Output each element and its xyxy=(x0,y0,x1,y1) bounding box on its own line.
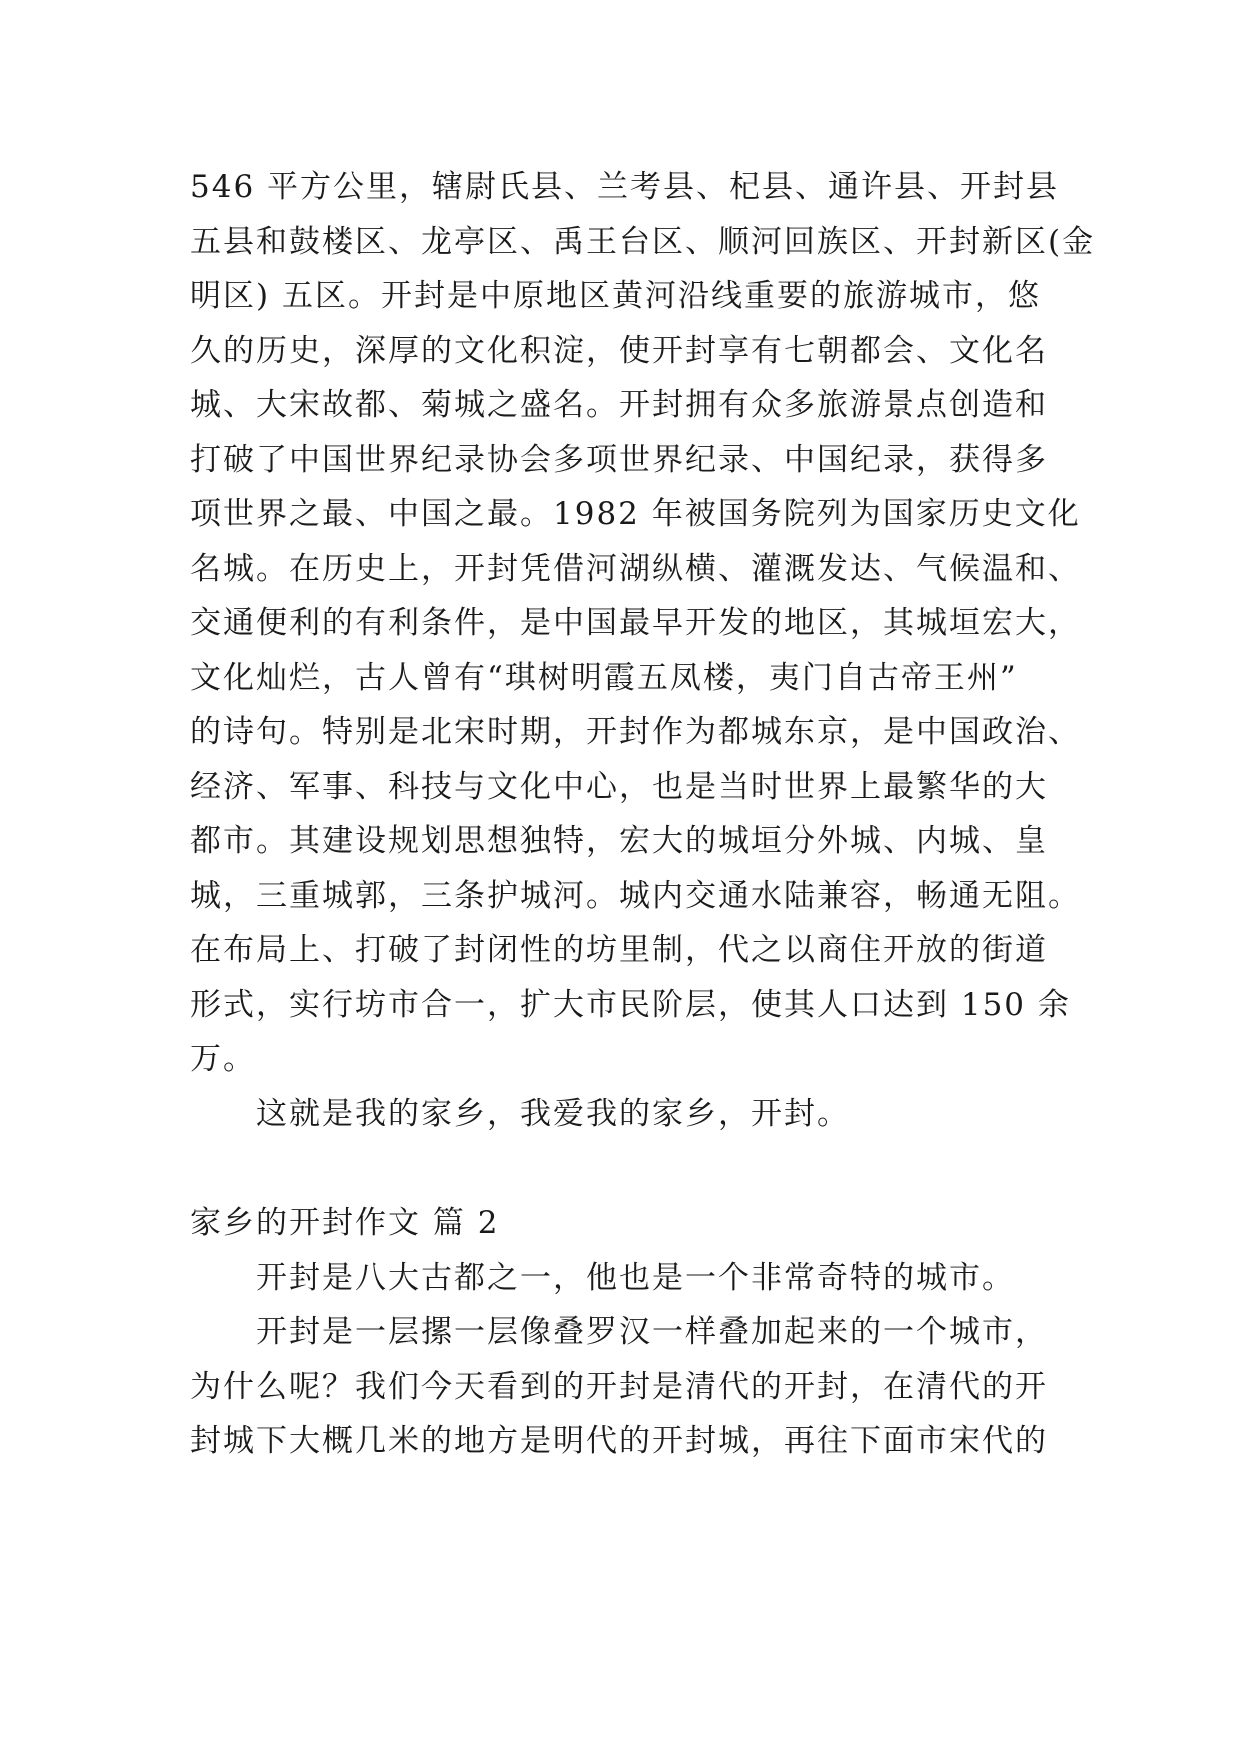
paragraph-line: 的诗句。特别是北宋时期，开封作为都城东京，是中国政治、 xyxy=(190,714,1081,750)
section-title: 家乡的开封作文 篇 2 xyxy=(190,1205,500,1241)
paragraph-line: 万。 xyxy=(190,1041,256,1077)
paragraph-line: 城，三重城郭，三条护城河。城内交通水陆兼容，畅通无阻。 xyxy=(190,878,1081,914)
paragraph-line: 546 平方公里，辖尉氏县、兰考县、杞县、通许县、开封县 xyxy=(190,169,1060,205)
paragraph-line: 文化灿烂，古人曾有“琪树明霞五凤楼，夷门自古帝王州” xyxy=(190,660,1018,696)
paragraph-line: 名城。在历史上，开封凭借河湖纵横、灌溉发达、气候温和、 xyxy=(190,551,1081,587)
section2-paragraph: 开封是八大古都之一，他也是一个非常奇特的城市。 xyxy=(256,1260,1015,1296)
paragraph-line: 打破了中国世界纪录协会多项世界纪录、中国纪录，获得多 xyxy=(190,442,1048,478)
closing-paragraph: 这就是我的家乡，我爱我的家乡，开封。 xyxy=(256,1096,850,1132)
paragraph-line: 明区) 五区。开封是中原地区黄河沿线重要的旅游城市，悠 xyxy=(190,278,1041,314)
paragraph-line: 封城下大概几米的地方是明代的开封城，再往下面市宋代的 xyxy=(190,1423,1048,1459)
paragraph-line: 五县和鼓楼区、龙亭区、禹王台区、顺河回族区、开封新区(金 xyxy=(190,224,1096,260)
paragraph-line: 交通便利的有利条件，是中国最早开发的地区，其城垣宏大， xyxy=(190,605,1081,641)
paragraph-line: 为什么呢？我们今天看到的开封是清代的开封，在清代的开 xyxy=(190,1369,1048,1405)
paragraph-line: 城、大宋故都、菊城之盛名。开封拥有众多旅游景点创造和 xyxy=(190,387,1048,423)
paragraph-line: 经济、军事、科技与文化中心，也是当时世界上最繁华的大 xyxy=(190,769,1048,805)
paragraph-line: 久的历史，深厚的文化积淀，使开封享有七朝都会、文化名 xyxy=(190,333,1048,369)
paragraph-line: 都市。其建设规划思想独特，宏大的城垣分外城、内城、皇 xyxy=(190,823,1048,859)
paragraph-line: 在布局上、打破了封闭性的坊里制，代之以商住开放的街道 xyxy=(190,932,1048,968)
paragraph-line: 开封是一层摞一层像叠罗汉一样叠加起来的一个城市， xyxy=(256,1314,1048,1350)
paragraph-line: 形式，实行坊市合一，扩大市民阶层，使其人口达到 150 余 xyxy=(190,987,1071,1023)
paragraph-line: 项世界之最、中国之最。1982 年被国务院列为国家历史文化 xyxy=(190,496,1081,532)
